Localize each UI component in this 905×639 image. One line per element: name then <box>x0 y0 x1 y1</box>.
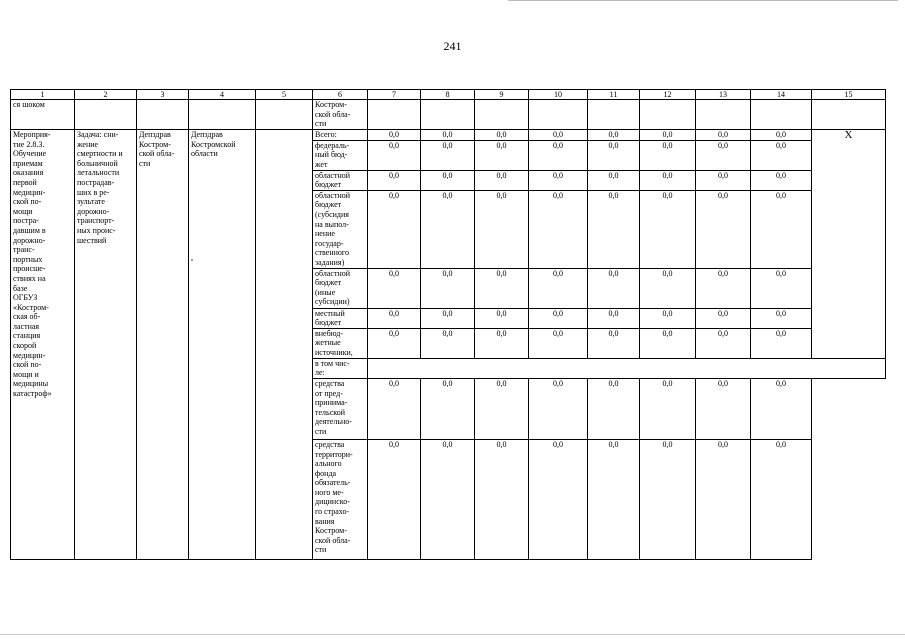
amount-cell: 0,0 <box>696 439 751 559</box>
budget-table <box>10 89 886 560</box>
amount-cell: 0,0 <box>368 140 421 170</box>
amount-cell: 0,0 <box>368 439 421 559</box>
amount-cell: 0,0 <box>640 378 696 439</box>
amount-cell: 0,0 <box>696 170 751 190</box>
event-283-participant-cell: Депздрав Костромской области <box>189 130 256 560</box>
amount-cell: 0,0 <box>475 170 529 190</box>
funding-source-cell: внебюд- жетные источники, <box>313 328 368 358</box>
amount-cell: 0,0 <box>588 439 640 559</box>
amount-cell: 0,0 <box>588 378 640 439</box>
subitem-empty-cells <box>368 358 886 378</box>
carryover-row <box>11 100 886 130</box>
carryover-empty-cell <box>475 100 529 130</box>
amount-cell: 0,0 <box>368 308 421 328</box>
amount-cell: 0,0 <box>421 130 475 141</box>
column-number-11: 11 <box>588 90 640 100</box>
column-number-7: 7 <box>368 90 421 100</box>
amount-cell: 0,0 <box>368 130 421 141</box>
column-number-3: 3 <box>137 90 189 100</box>
amount-cell: 0,0 <box>640 268 696 308</box>
amount-cell: 0,0 <box>368 170 421 190</box>
amount-cell: 0,0 <box>588 268 640 308</box>
carryover-empty-cell <box>751 100 812 130</box>
amount-cell: 0,0 <box>588 130 640 141</box>
amount-cell: 0,0 <box>475 268 529 308</box>
amount-cell: 0,0 <box>751 439 812 559</box>
amount-cell: 0,0 <box>696 140 751 170</box>
column-number-8: 8 <box>421 90 475 100</box>
amount-cell: 0,0 <box>751 308 812 328</box>
funding-source-cell: местный бюджет <box>313 308 368 328</box>
column-number-14: 14 <box>751 90 812 100</box>
amount-cell: 0,0 <box>529 190 588 268</box>
amount-cell: 0,0 <box>421 378 475 439</box>
carryover-source-cell: Костром- ской обла- сти <box>313 100 368 130</box>
carryover-empty-cell <box>189 100 256 130</box>
carryover-empty-cell <box>640 100 696 130</box>
amount-cell: 0,0 <box>696 328 751 358</box>
carryover-empty-cell <box>696 100 751 130</box>
amount-cell: 0,0 <box>529 439 588 559</box>
amount-cell: 0,0 <box>751 170 812 190</box>
column-number-10: 10 <box>529 90 588 100</box>
amount-cell: 0,0 <box>640 170 696 190</box>
event-283-col5-cell <box>256 130 313 560</box>
column-number-9: 9 <box>475 90 529 100</box>
amount-cell: 0,0 <box>529 328 588 358</box>
column-number-15: 15 <box>812 90 886 100</box>
amount-cell: 0,0 <box>588 328 640 358</box>
amount-cell: 0,0 <box>529 268 588 308</box>
amount-cell: 0,0 <box>421 308 475 328</box>
carryover-empty-cell <box>368 100 421 130</box>
amount-cell: 0,0 <box>368 268 421 308</box>
amount-cell: 0,0 <box>588 170 640 190</box>
amount-cell: 0,0 <box>475 328 529 358</box>
amount-cell: 0,0 <box>368 190 421 268</box>
column-number-1: 1 <box>11 90 75 100</box>
page-number: 241 <box>443 39 462 53</box>
column-number-row <box>11 90 886 100</box>
amount-cell: 0,0 <box>640 190 696 268</box>
funding-source-cell: средства от пред- принима- тельской деятельно- сти <box>313 378 368 439</box>
event-283-row <box>11 130 886 141</box>
amount-cell: 0,0 <box>696 378 751 439</box>
amount-cell: 0,0 <box>475 190 529 268</box>
column-number-12: 12 <box>640 90 696 100</box>
column-number-4: 4 <box>189 90 256 100</box>
bottom-edge-line <box>0 634 905 635</box>
amount-cell: 0,0 <box>475 439 529 559</box>
funding-source-cell: федераль- ный бюд- жет <box>313 140 368 170</box>
funding-source-cell: областной бюджет (иные субсидии) <box>313 268 368 308</box>
column-number-13: 13 <box>696 90 751 100</box>
amount-cell: 0,0 <box>696 268 751 308</box>
carryover-empty-cell <box>137 100 189 130</box>
carryover-empty-cell <box>812 100 886 130</box>
column-number-6: 6 <box>313 90 368 100</box>
column-number-5: 5 <box>256 90 313 100</box>
amount-cell: 0,0 <box>529 170 588 190</box>
event-283-mark-cell: X <box>812 130 886 359</box>
column-number-2: 2 <box>75 90 137 100</box>
amount-cell: 0,0 <box>368 378 421 439</box>
amount-cell: 0,0 <box>640 439 696 559</box>
amount-cell: 0,0 <box>529 308 588 328</box>
carryover-empty-cell <box>75 100 137 130</box>
amount-cell: 0,0 <box>475 130 529 141</box>
funding-source-cell: в том чис- ле: <box>313 358 368 378</box>
amount-cell: 0,0 <box>640 140 696 170</box>
amount-cell: 0,0 <box>751 328 812 358</box>
event-283-task-cell: Задача: сни- жение смертности и больничной летальности пострадав- ших в ре- зультате дорожно- транспорт- ных проис- шествий <box>75 130 137 560</box>
amount-cell: 0,0 <box>751 140 812 170</box>
amount-cell: 0,0 <box>640 328 696 358</box>
amount-cell: 0,0 <box>421 170 475 190</box>
amount-cell: 0,0 <box>475 308 529 328</box>
scan-speck <box>191 259 193 261</box>
event-283-executor-cell: Депздрав Костром- ской обла- сти <box>137 130 189 560</box>
funding-source-cell: Всего: <box>313 130 368 141</box>
amount-cell: 0,0 <box>529 130 588 141</box>
amount-cell: 0,0 <box>421 268 475 308</box>
amount-cell: 0,0 <box>421 190 475 268</box>
amount-cell: 0,0 <box>588 140 640 170</box>
funding-source-cell: областной бюджет (субсидия на выпол- нение государ- ственного задания) <box>313 190 368 268</box>
amount-cell: 0,0 <box>751 268 812 308</box>
amount-cell: 0,0 <box>751 190 812 268</box>
funding-source-cell: средства территори- ального фонда обязатель- ного ме- дицинско- го страхо- вания Костром- ской обла- сти <box>313 439 368 559</box>
top-edge-line <box>508 0 898 1</box>
carryover-empty-cell <box>256 100 313 130</box>
event-283-name-cell: Мероприя- тие 2.8.3. Обучение приемам оказания первой медицин- ской по- мощи постра- давшим в дорожно- транс- портных происше- ствиях на базе ОГБУЗ «Костром- ская об- ластная станция скорой медицин- ской по- мощи и медицины катастроф» <box>11 130 75 560</box>
amount-cell: 0,0 <box>421 140 475 170</box>
amount-cell: 0,0 <box>421 328 475 358</box>
amount-cell: 0,0 <box>475 378 529 439</box>
amount-cell: 0,0 <box>751 378 812 439</box>
amount-cell: 0,0 <box>368 328 421 358</box>
amount-cell: 0,0 <box>640 130 696 141</box>
amount-cell: 0,0 <box>696 190 751 268</box>
amount-cell: 0,0 <box>529 378 588 439</box>
amount-cell: 0,0 <box>475 140 529 170</box>
carryover-empty-cell <box>588 100 640 130</box>
carryover-name-cell: ся шоком <box>11 100 75 130</box>
amount-cell: 0,0 <box>751 130 812 141</box>
amount-cell: 0,0 <box>696 130 751 141</box>
carryover-empty-cell <box>529 100 588 130</box>
amount-cell: 0,0 <box>421 439 475 559</box>
amount-cell: 0,0 <box>696 308 751 328</box>
amount-cell: 0,0 <box>588 190 640 268</box>
funding-source-cell: областной бюджет <box>313 170 368 190</box>
amount-cell: 0,0 <box>529 140 588 170</box>
carryover-empty-cell <box>421 100 475 130</box>
amount-cell: 0,0 <box>588 308 640 328</box>
amount-cell: 0,0 <box>640 308 696 328</box>
